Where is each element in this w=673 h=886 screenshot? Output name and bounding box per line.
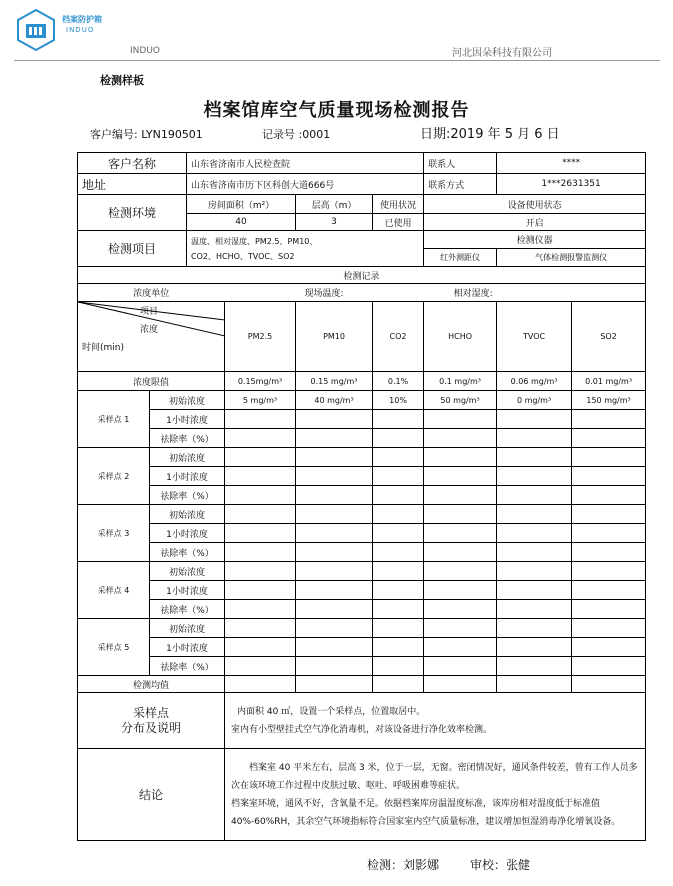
data-cell: [373, 600, 424, 619]
distribution-label: [78, 693, 225, 749]
diagonal-header-cell: [78, 302, 225, 372]
client-row: [78, 153, 646, 174]
p1-rate-row: [78, 429, 646, 448]
p1-pm25: 5 mg/m³: [225, 391, 296, 410]
data-cell: [296, 410, 373, 429]
data-cell: [296, 543, 373, 562]
data-cell: [225, 581, 296, 600]
row-label: 1小时浓度: [150, 410, 225, 429]
data-cell: [296, 429, 373, 448]
row-label: 初始浓度: [150, 562, 225, 581]
conclusion-paragraph-2: 档案室环境，通风不好，含氧量不足。依据档案库房温湿度标准，该库房相对湿度低于标准值 40%-60%RH，其余空气环境指标符合国家室内空气质量标准，建议增加恒湿消毒净化增氧设备。: [231, 798, 621, 827]
data-cell: [497, 562, 572, 581]
contact-value: ****: [497, 153, 646, 174]
row-label: 祛除率（%）: [150, 600, 225, 619]
data-cell: [424, 600, 497, 619]
data-cell: [225, 676, 296, 693]
data-cell: [373, 410, 424, 429]
average-label: 检测均值: [78, 676, 225, 693]
area-label: 房间面积（m²）: [187, 195, 296, 214]
data-cell: [572, 467, 646, 486]
p2-rate-row: [78, 486, 646, 505]
logo-text-cn: 档案防护箱: [62, 15, 102, 24]
height-label: 层高（m）: [296, 195, 373, 214]
p3-initial-row: [78, 505, 646, 524]
data-cell: [497, 543, 572, 562]
row-label: 初始浓度: [150, 391, 225, 410]
data-cell: [424, 562, 497, 581]
row-label: 祛除率（%）: [150, 543, 225, 562]
data-cell: [296, 467, 373, 486]
p1-hcho: 50 mg/m³: [424, 391, 497, 410]
data-cell: [497, 581, 572, 600]
limit-pm10: 0.15 mg/m³: [296, 372, 373, 391]
usage-label: 使用状况: [373, 195, 424, 214]
contact-label: 联系人: [424, 153, 497, 174]
p1-initial-row: [78, 391, 646, 410]
data-cell: [424, 524, 497, 543]
data-cell: [225, 505, 296, 524]
conclusion-label: 结论: [78, 749, 225, 841]
p2-1h-row: [78, 467, 646, 486]
limit-so2: 0.01 mg/m³: [572, 372, 646, 391]
data-cell: [225, 448, 296, 467]
data-cell: [497, 448, 572, 467]
data-cell: [373, 505, 424, 524]
reviewer-signature: 审校：张健: [470, 858, 531, 872]
col-pm10: PM10: [296, 302, 373, 372]
address-label: 地址: [78, 174, 187, 195]
p2-initial-row: [78, 448, 646, 467]
distribution-row: [78, 693, 646, 749]
usage-value: 已使用: [373, 214, 424, 231]
data-cell: [572, 581, 646, 600]
data-cell: [572, 619, 646, 638]
data-cell: [296, 524, 373, 543]
data-cell: [373, 581, 424, 600]
distribution-text: [225, 693, 646, 749]
device-status-value: 开启: [424, 214, 646, 231]
p4-rate-row: [78, 600, 646, 619]
p1-co2: 10%: [373, 391, 424, 410]
data-cell: [296, 657, 373, 676]
report-table: [77, 152, 646, 841]
row-label: 1小时浓度: [150, 524, 225, 543]
sampling-point-4: 采样点 4: [78, 562, 150, 619]
p1-1h-row: [78, 410, 646, 429]
instrument-label: 检测仪器: [424, 231, 646, 249]
data-cell: [225, 619, 296, 638]
data-cell: [424, 676, 497, 693]
row-label: 初始浓度: [150, 448, 225, 467]
data-cell: [296, 486, 373, 505]
items-row: [78, 231, 646, 249]
data-cell: [296, 505, 373, 524]
data-cell: [424, 410, 497, 429]
data-cell: [497, 676, 572, 693]
device-status-label: 设备使用状态: [424, 195, 646, 214]
row-label: 祛除率（%）: [150, 486, 225, 505]
p5-1h-row: [78, 638, 646, 657]
data-cell: [424, 619, 497, 638]
data-cell: [497, 486, 572, 505]
record-number: 记录号 :0001: [262, 128, 331, 141]
items-line-1: 温度、相对湿度、PM2.5、PM10、: [191, 236, 318, 246]
p4-1h-row: [78, 581, 646, 600]
instrument-2: 气体检测报警监测仪: [497, 249, 646, 267]
diag-time-label: 时间(min): [82, 343, 124, 353]
items-line-2: CO2、HCHO、TVOC、SO2: [191, 251, 295, 261]
data-cell: [373, 467, 424, 486]
logo-text-en: INDUO: [66, 26, 95, 34]
distribution-label-line-1: 采样点: [133, 705, 170, 720]
sample-tag: 检测样板: [100, 74, 144, 87]
col-co2: CO2: [373, 302, 424, 372]
col-hcho: HCHO: [424, 302, 497, 372]
data-cell: [497, 429, 572, 448]
data-cell: [572, 562, 646, 581]
data-cell: [225, 600, 296, 619]
items-value: [187, 231, 424, 267]
row-label: 初始浓度: [150, 505, 225, 524]
data-cell: [373, 524, 424, 543]
data-cell: [373, 448, 424, 467]
data-cell: [225, 543, 296, 562]
phone-label: 联系方式: [424, 174, 497, 195]
report-date: 日期:2019 年 5 月 6 日: [420, 127, 560, 142]
data-cell: [225, 562, 296, 581]
data-cell: [373, 619, 424, 638]
data-cell: [572, 657, 646, 676]
area-value: 40: [187, 214, 296, 231]
data-cell: [572, 600, 646, 619]
data-cell: [225, 467, 296, 486]
row-label: 1小时浓度: [150, 467, 225, 486]
data-cell: [424, 429, 497, 448]
data-cell: [424, 543, 497, 562]
data-cell: [424, 638, 497, 657]
data-cell: [296, 619, 373, 638]
limit-label: 浓度限值: [78, 372, 225, 391]
items-label: 检测项目: [78, 231, 187, 267]
data-cell: [572, 524, 646, 543]
data-cell: [296, 600, 373, 619]
phone-value: 1***2631351: [497, 174, 646, 195]
limit-hcho: 0.1 mg/m³: [424, 372, 497, 391]
sampling-point-2: 采样点 2: [78, 448, 150, 505]
data-cell: [225, 524, 296, 543]
conclusion-paragraph-1: 档案室 40 平米左右，层高 3 米，位于一层，无窗。密闭情况好，通风条件较差，曾有工作人员多次在该环境工作过程中皮肤过敏、呕吐、呼吸困难等症状。: [231, 762, 638, 791]
data-cell: [296, 448, 373, 467]
row-label: 祛除率（%）: [150, 657, 225, 676]
unit-label: 浓度单位: [78, 284, 225, 302]
data-cell: [225, 429, 296, 448]
limit-tvoc: 0.06 mg/m³: [497, 372, 572, 391]
data-cell: [572, 486, 646, 505]
conclusion-row: [78, 749, 646, 841]
data-cell: [497, 524, 572, 543]
data-cell: [373, 543, 424, 562]
data-cell: [225, 638, 296, 657]
distribution-text-line-2: 室内有小型壁挂式空气净化消毒机，对该设备进行净化效率检测。: [231, 724, 493, 735]
col-pm25: PM2.5: [225, 302, 296, 372]
p3-1h-row: [78, 524, 646, 543]
p5-initial-row: [78, 619, 646, 638]
data-cell: [424, 467, 497, 486]
data-cell: [225, 486, 296, 505]
limit-co2: 0.1%: [373, 372, 424, 391]
conclusion-text: [225, 749, 646, 841]
data-cell: [225, 410, 296, 429]
data-cell: [497, 505, 572, 524]
col-so2: SO2: [572, 302, 646, 372]
data-cell: [572, 505, 646, 524]
data-cell: [373, 676, 424, 693]
diag-conc-label: 浓度: [140, 325, 159, 335]
p5-rate-row: [78, 657, 646, 676]
sampling-point-5: 采样点 5: [78, 619, 150, 676]
instrument-1: 红外测距仪: [424, 249, 497, 267]
data-cell: [572, 543, 646, 562]
row-label: 1小时浓度: [150, 581, 225, 600]
record-title: 检测记录: [78, 267, 646, 284]
address-value: 山东省济南市历下区科创大道666号: [187, 174, 424, 195]
client-name-value: 山东省济南市人民检查院: [187, 153, 424, 174]
limit-row: [78, 372, 646, 391]
p4-initial-row: [78, 562, 646, 581]
height-value: 3: [296, 214, 373, 231]
client-number: 客户编号: LYN190501: [90, 128, 203, 141]
data-cell: [424, 486, 497, 505]
humidity-label: 相对湿度:: [424, 284, 646, 302]
column-header-row: [78, 302, 646, 372]
data-cell: [373, 638, 424, 657]
address-row: [78, 174, 646, 195]
env-label: 检测环境: [78, 195, 187, 231]
p3-rate-row: [78, 543, 646, 562]
p1-tvoc: 0 mg/m³: [497, 391, 572, 410]
data-cell: [424, 657, 497, 676]
data-cell: [572, 448, 646, 467]
data-cell: [225, 657, 296, 676]
diag-item-label: 项目: [140, 307, 159, 317]
data-cell: [497, 410, 572, 429]
sampling-point-1: 采样点 1: [78, 391, 150, 448]
data-cell: [424, 581, 497, 600]
record-title-row: [78, 267, 646, 284]
data-cell: [296, 562, 373, 581]
distribution-text-line-1: 内面积 40 ㎡，设置一个采样点，位置取居中。: [237, 706, 426, 717]
tester-signature: 检测：刘影娜: [367, 858, 440, 872]
average-row: [78, 676, 646, 693]
record-meta-row: [78, 284, 646, 302]
row-label: 祛除率（%）: [150, 429, 225, 448]
limit-pm25: 0.15mg/m³: [225, 372, 296, 391]
data-cell: [373, 562, 424, 581]
company-full-name: 河北因朵科技有限公司: [452, 48, 552, 59]
data-cell: [572, 638, 646, 657]
env-header-row: [78, 195, 646, 214]
data-cell: [497, 467, 572, 486]
data-cell: [497, 638, 572, 657]
data-cell: [424, 448, 497, 467]
data-cell: [296, 676, 373, 693]
sampling-point-3: 采样点 3: [78, 505, 150, 562]
data-cell: [373, 486, 424, 505]
data-cell: [572, 429, 646, 448]
data-cell: [424, 505, 497, 524]
company-short-name: INDUO: [130, 46, 160, 56]
p1-pm10: 40 mg/m³: [296, 391, 373, 410]
header-divider: [14, 60, 660, 61]
p1-so2: 150 mg/m³: [572, 391, 646, 410]
row-label: 初始浓度: [150, 619, 225, 638]
data-cell: [373, 429, 424, 448]
data-cell: [497, 619, 572, 638]
report-title: 档案馆库空气质量现场检测报告: [203, 100, 470, 121]
data-cell: [497, 657, 572, 676]
data-cell: [572, 410, 646, 429]
data-cell: [497, 600, 572, 619]
distribution-label-line-2: 分布及说明: [121, 720, 182, 735]
temp-label: 现场温度:: [225, 284, 424, 302]
row-label: 1小时浓度: [150, 638, 225, 657]
data-cell: [373, 657, 424, 676]
data-cell: [296, 638, 373, 657]
data-cell: [572, 676, 646, 693]
client-name-label: 客户名称: [78, 153, 187, 174]
data-cell: [296, 581, 373, 600]
col-tvoc: TVOC: [497, 302, 572, 372]
